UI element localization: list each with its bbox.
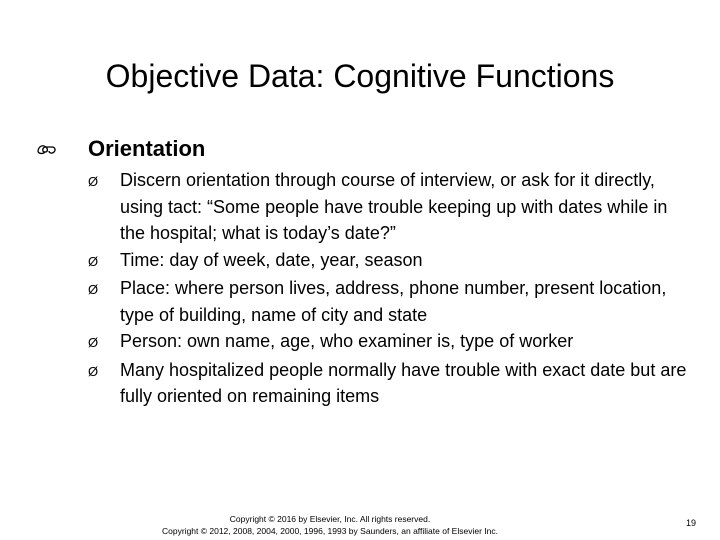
section-orientation [36, 134, 205, 164]
list-item-text: Discern orientation through course of interview, or ask for it directly, using tact: “Some people have trouble keeping up with dates while in the hospital; what is today’s date?” [120, 170, 668, 243]
arrow-bullet-icon: Ø [88, 282, 99, 297]
list-item-text: Many hospitalized people normally have trouble with exact date but are fully oriented on remaining items [120, 359, 687, 406]
arrow-bullet-icon: Ø [88, 253, 99, 269]
list-item-text: Time: day of week, date, year, season [120, 249, 423, 270]
copyright-footer [140, 513, 520, 537]
list-item [88, 275, 688, 328]
section-heading: Orientation [88, 136, 206, 161]
page-number: 19 [686, 518, 697, 528]
copyright-line-2: Copyright © 2012, 2008, 2004, 2000, 1996, 1993 by Saunders, an affiliate of Elsevier Inc. [162, 526, 498, 536]
bullet-list [88, 167, 688, 410]
slide-title: Objective Data: Cognitive Functions [105, 58, 615, 94]
copyright-line-1: Copyright © 2016 by Elsevier, Inc. All rights reserved. [229, 514, 431, 524]
list-item [88, 328, 688, 357]
scroll-bullet-icon [36, 141, 58, 157]
arrow-bullet-icon: Ø [88, 174, 99, 189]
arrow-bullet-icon: Ø [88, 335, 99, 350]
list-item [88, 247, 688, 276]
arrow-bullet-icon: Ø [88, 363, 99, 379]
list-item [88, 167, 688, 247]
list-item [88, 357, 688, 410]
list-item-text: Person: own name, age, who examiner is, type of worker [120, 331, 574, 351]
list-item-text: Place: where person lives, address, phone number, present location, type of building, name of city and state [120, 278, 667, 325]
